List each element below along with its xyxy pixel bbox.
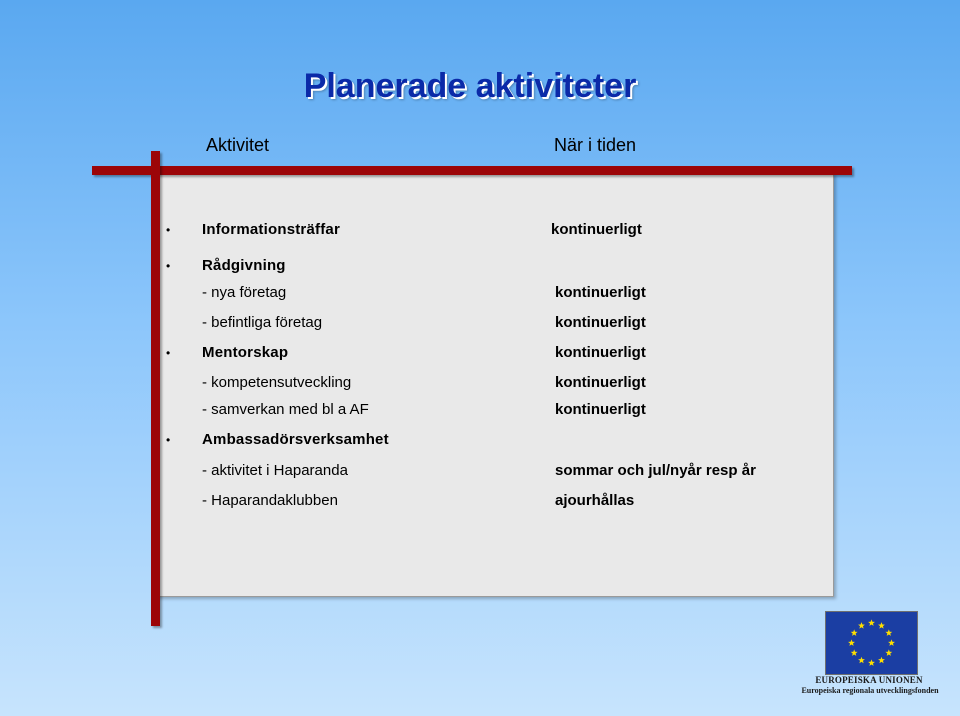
when-kompetensutveckling: kontinuerligt [555, 374, 646, 391]
activity-ambassadorsverksamhet: • Ambassadörsverksamhet [202, 431, 389, 449]
decorative-bar-vertical [151, 151, 160, 626]
slide-title: Planerade aktiviteter [303, 67, 637, 105]
when-befintliga-foretag: kontinuerligt [555, 314, 646, 331]
eu-star-icon [858, 657, 865, 664]
eu-star-icon [868, 659, 875, 666]
activity-informationstraffar: • Informationsträffar [202, 221, 340, 239]
column-header-when: När i tiden [554, 135, 637, 155]
eu-star-icon [858, 622, 865, 629]
eu-star-icon [888, 639, 895, 646]
activity-kompetensutveckling: - kompetensutveckling [202, 374, 352, 391]
eu-caption-fund: Europeiska regionala utvecklingsfonden [801, 686, 939, 695]
eu-star-icon [885, 649, 892, 656]
when-nya-foretag: kontinuerligt [555, 284, 646, 301]
eu-star-icon [878, 622, 885, 629]
when-informationstraffar: kontinuerligt [551, 221, 642, 238]
when-aktivitet-haparanda: sommar och jul/nyår resp år [555, 462, 756, 479]
activity-nya-foretag: - nya företag [202, 284, 287, 301]
activity-aktivitet-haparanda: - aktivitet i Haparanda [202, 462, 348, 479]
eu-star-icon [878, 657, 885, 664]
when-haparandaklubben: ajourhållas [555, 492, 635, 509]
eu-star-icon [848, 639, 855, 646]
when-mentorskap: kontinuerligt [555, 344, 646, 361]
activity-mentorskap: • Mentorskap [202, 344, 288, 362]
eu-star-icon [851, 629, 858, 636]
eu-stars-icon [826, 612, 917, 674]
eu-star-icon [868, 619, 875, 626]
when-samverkan: kontinuerligt [555, 401, 646, 418]
activity-samverkan: - samverkan med bl a AF [202, 401, 369, 418]
activity-radgivning: • Rådgivning [202, 257, 286, 275]
activity-haparandaklubben: - Haparandaklubben [202, 492, 338, 509]
activity-befintliga-foretag: - befintliga företag [202, 314, 323, 331]
eu-flag-logo [825, 611, 918, 675]
eu-caption-union: EUROPEISKA UNIONEN [815, 675, 923, 685]
eu-star-icon [885, 629, 892, 636]
column-header-activity: Aktivitet [206, 135, 270, 155]
decorative-bar-horizontal [92, 166, 852, 175]
eu-star-icon [851, 649, 858, 656]
